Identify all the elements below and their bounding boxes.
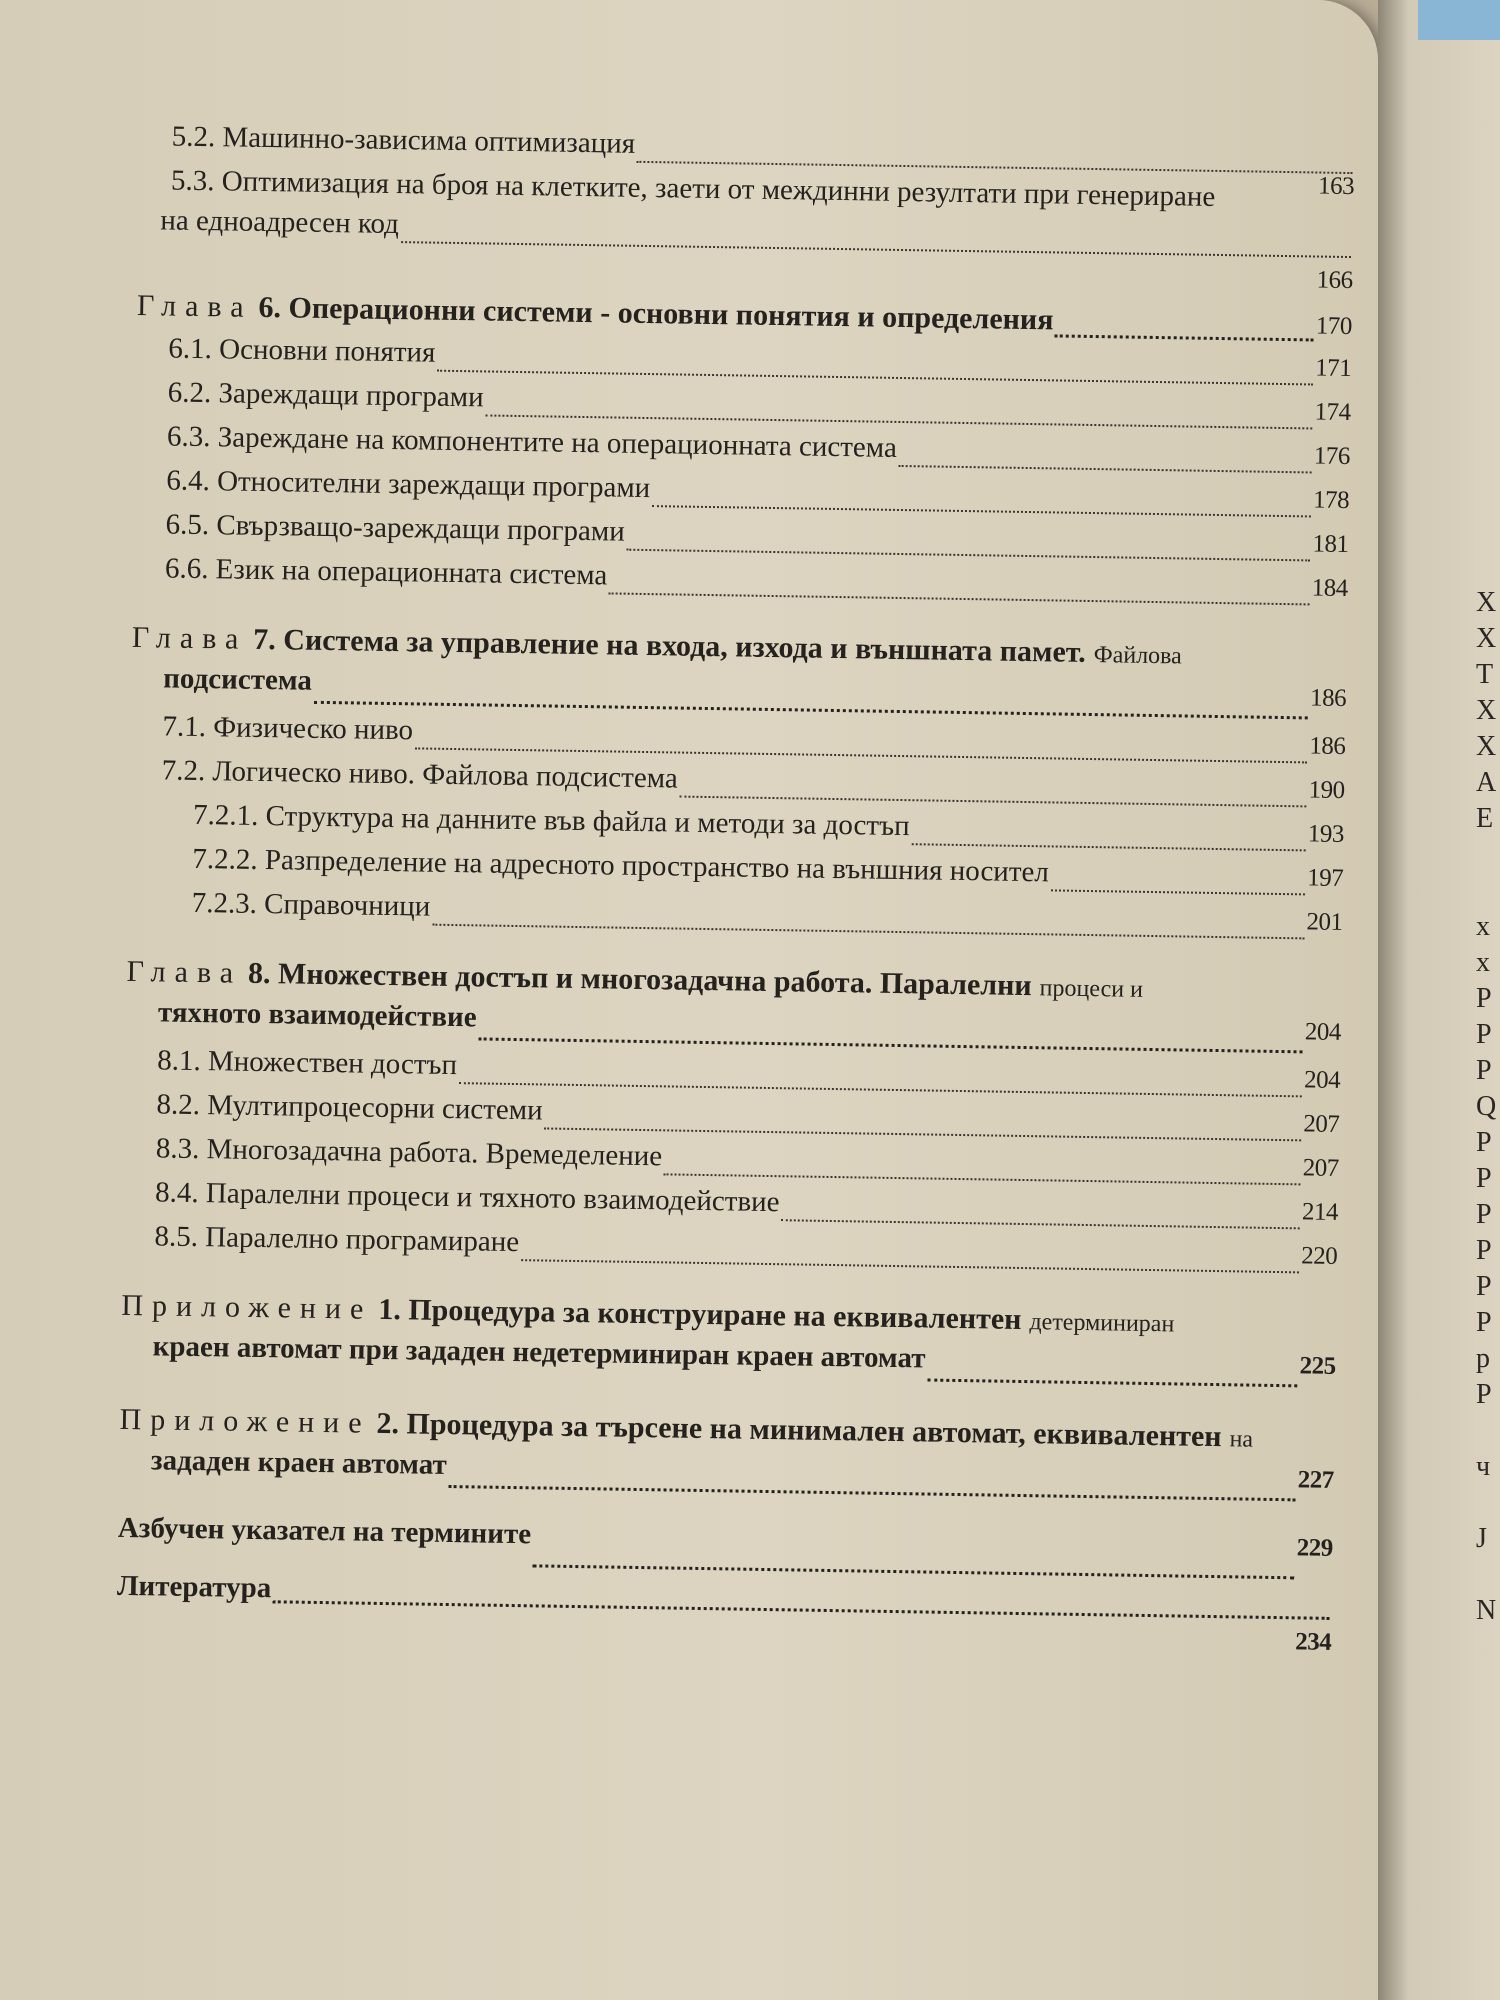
leader-dots (637, 160, 1353, 174)
appendix-1-heading-cont: краен автомат при зададен недетерминиран краен автомат 225 (120, 1330, 1336, 1397)
page-number: 229 (1296, 1534, 1333, 1562)
toc-entry-7-2-3: 7.2.3. Справочници 201 (127, 886, 1343, 949)
leader-dots (533, 1563, 1295, 1579)
leader-dots (609, 591, 1310, 605)
leader-dots (1055, 333, 1314, 341)
toc-entry-6-4: 6.4. Относителни зареждащи програми 178 (134, 464, 1350, 527)
page-number: 184 (1311, 574, 1349, 603)
toc-entry-6-3: 6.3. Зареждане на компонентите на операционната система 176 (135, 420, 1351, 483)
toc-entry-8-1: 8.1. Множествен достъп 204 (125, 1044, 1341, 1107)
toc-entry-5-2: 5.2. Машинно-зависима оптимизация (139, 120, 1355, 183)
page-number: 186 (1309, 684, 1347, 713)
toc-entry-6-5: 6.5. Свързващо-зареждащи програми 181 (133, 508, 1349, 571)
chapter-8-heading: Глава 8. Множествен достъп и многозадачна работа. Паралелни процеси и (126, 954, 1144, 1003)
page-number: 193 (1307, 820, 1345, 848)
toc-entry-6-6: 6.6. Език на операционната система 184 (133, 552, 1349, 615)
facing-page-edge-text: Х Х Т Х Х А Е х х Р Р Р Q Р Р Р Р Р Р р Р ч J N (1476, 587, 1497, 1626)
leader-dots (911, 842, 1305, 851)
toc-entry-5-3: 5.3. Оптимизация на броя на клетките, заети от междинни резултати при генериране (170, 164, 1216, 213)
toc-entry-7-2-2: 7.2.2. Разпределение на адресното пространство на външния носител 197 (128, 842, 1344, 905)
page-number: 220 (1301, 1242, 1338, 1270)
chapter-7-heading-cont: подсистема 186 (131, 662, 1347, 729)
page-number: 204 (1303, 1066, 1341, 1094)
page-number: 204 (1304, 1018, 1342, 1046)
chapter-6-heading: Глава 6. Операционни системи - основни понятия и определения 170 (137, 284, 1353, 351)
chapter-7-heading: Глава 7. Система за управление на входа, изхода и външната памет. Файлова (131, 620, 1183, 670)
leader-dots (781, 1218, 1299, 1229)
leader-dots (1051, 888, 1305, 895)
page-number: 174 (1314, 398, 1351, 427)
leader-dots (521, 1258, 1299, 1273)
leader-dots (544, 1126, 1301, 1141)
page-number: 170 (1315, 312, 1353, 341)
table-of-contents (116, 120, 1355, 1669)
page-number: 186 (1309, 732, 1346, 761)
page-number: 201 (1306, 908, 1343, 936)
toc-entry-7-2-1: 7.2.1. Структура на данните във файла и методи за достъп 193 (129, 798, 1345, 861)
toc-entry-7-1: 7.1. Физическо ниво 186 (130, 710, 1346, 773)
toc-entry-8-5: 8.5. Паралелно програмиране 220 (122, 1220, 1338, 1283)
leader-dots (664, 1172, 1301, 1185)
page-number: 176 (1313, 442, 1351, 471)
literature-heading: Литература (117, 1570, 1332, 1629)
chapter-8-heading-cont: тяхното взаимодействие 204 (125, 996, 1341, 1063)
page-number: 197 (1307, 864, 1344, 892)
leader-dots (652, 504, 1311, 517)
page-number: 166 (1316, 266, 1353, 295)
toc-entry-8-3: 8.3. Многозадачна работа. Времеделение 207 (123, 1132, 1339, 1195)
leader-dots (927, 1378, 1297, 1388)
leader-dots (679, 795, 1306, 808)
appendix-2-heading: Приложение 2. Процедура за търсене на минимален автомат, еквивалентен на (119, 1402, 1254, 1454)
background-blue-strip (1418, 0, 1500, 40)
page-number: 214 (1301, 1198, 1339, 1226)
leader-dots (899, 464, 1312, 473)
leader-dots (448, 1484, 1295, 1501)
page-number: 171 (1315, 354, 1352, 383)
page-number: 181 (1312, 530, 1349, 559)
page-number: 163 (1317, 172, 1355, 201)
page-number: 227 (1297, 1466, 1334, 1494)
leader-dots (626, 548, 1310, 562)
page-number: 178 (1312, 486, 1350, 515)
toc-entry-5-3-cont: на едноадресен код (138, 204, 1354, 267)
toc-entry-6-1: 6.1. Основни понятия 171 (136, 332, 1352, 395)
appendix-1-heading: Приложение 1. Процедура за конструиране на еквивалентен детерминиран (121, 1288, 1175, 1338)
page-number: 225 (1299, 1352, 1336, 1380)
page-number: 207 (1302, 1154, 1339, 1182)
toc-entry-8-4: 8.4. Паралелни процеси и тяхното взаимодействие 214 (123, 1176, 1339, 1239)
toc-entry-8-2: 8.2. Мултипроцесорни системи 207 (124, 1088, 1340, 1151)
index-heading: Азбучен указател на термините 229 (117, 1512, 1333, 1589)
toc-entry-6-2: 6.2. Зареждащи програми 174 (135, 376, 1351, 439)
page-number: 234 (1295, 1628, 1332, 1656)
page-number: 207 (1303, 1110, 1340, 1138)
appendix-2-heading-cont: зададен краен автомат 227 (118, 1444, 1334, 1511)
page-number: 190 (1308, 776, 1345, 805)
toc-entry-7-2: 7.2. Логическо ниво. Файлова подсистема 190 (129, 754, 1345, 817)
